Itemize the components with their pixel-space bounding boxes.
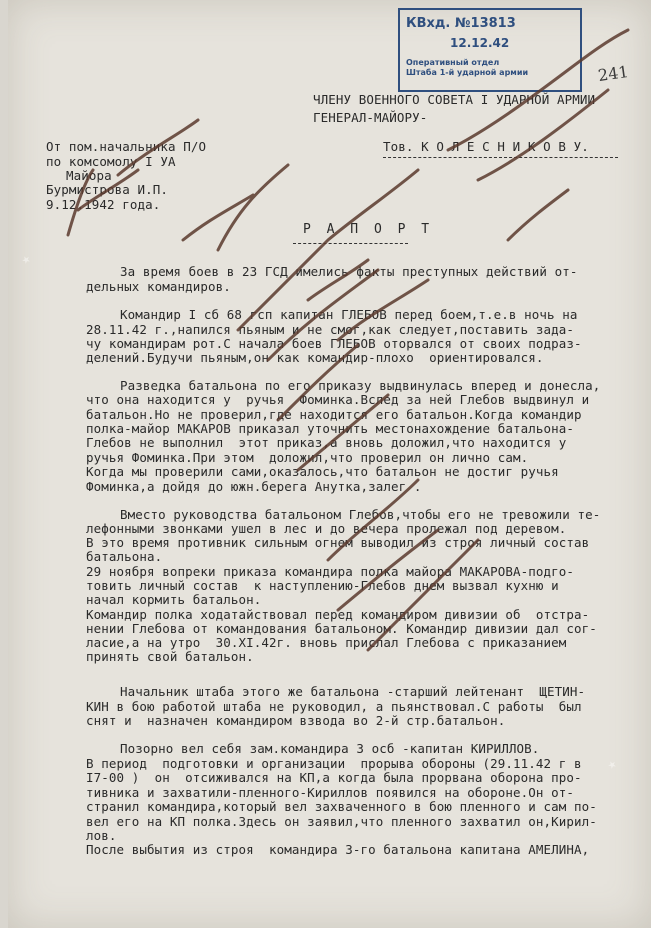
body-line-11: Глебов не выполнил этот приказ,а вновь доложил,что находится у [86,435,567,450]
registration-stamp [398,8,582,92]
body-line-12: ручья Фоминка.При этом доложил,что проверил он лично сам. [86,450,529,465]
body-line-28: снят и назначен командиром взвода во 2-й стр.батальон. [86,713,506,728]
body-line-1: За время боев в 23 ГСД имелись факты преступных действий от- [120,264,578,279]
body-line-35: лов. [86,828,117,843]
body-line-24: ласие,а на утро 30.XI.42г. вновь прислал Глебова с приказанием [86,635,567,650]
addressee-underline [383,157,618,158]
body-line-21: начал кормить батальон. [86,592,262,607]
body-line-10: полка-майор МАКАРОВ приказал уточнить местонахождение батальона- [86,421,575,436]
body-line-30: В период подготовки и организации прорыва обороны (29.11.42 г в [86,756,582,771]
body-line-8: что она находится у ручья Фоминка.Вслед за ней Глебов выдвинул и [86,392,590,407]
archive-watermark-right: ★ [605,758,620,773]
document-sheet [8,0,651,928]
sender-line-4: Бурмистрова И.П. [46,182,169,197]
sender-line-1: От пом.начальника П/О [46,139,207,154]
body-line-22: Командир полка ходатайствовал перед командиром дивизии об отстра- [86,607,590,622]
body-line-33: странил командира,который вел захваченного в бою пленного и сам по- [86,799,597,814]
body-line-4: 28.11.42 г.,напился пьяным и не смог,как следует,поставить зада- [86,322,575,337]
body-line-13: Когда мы проверили сами,оказалось,что батальон не достиг ручья [86,464,559,479]
addressee-line-1: ЧЛЕНУ ВОЕННОГО СОВЕТА I УДАРНОЙ АРМИИ [313,92,596,107]
stamp-incoming-number: КВхд. №13813 [406,16,516,31]
stamp-date: 12.12.42 [450,36,510,50]
body-line-9: батальон.Но не проверил,где находится его батальон.Когда командир [86,407,582,422]
body-line-29: Позорно вел себя зам.командира 3 осб -капитан КИРИЛЛОВ. [120,741,540,756]
page-number: 241 [596,61,630,86]
body-line-14: Фоминка,а дойдя до южн.берега Анутка,залег . [86,479,422,494]
body-line-31: I7-00 ) он отсиживался на КП,а когда была прорвана оборона про- [86,770,582,785]
stamp-department: Оперативный отдел Штаба 1-й ударной армии [406,58,529,77]
body-line-20: товить личный состав к наступлению-Глебов днем вызвал кухню и [86,578,559,593]
body-line-7: Разведка батальона по его приказу выдвинулась вперед и донесла, [120,378,601,393]
body-line-17: В это время противник сильным огнем выводил из строя личный состав [86,535,590,550]
body-line-26: Начальник штаба этого же батальона -старший лейтенант ЩЕТИН- [120,684,586,699]
signature-stroke-2 [183,165,288,250]
addressee-line-2: ГЕНЕРАЛ-МАЙОРУ- [313,110,428,125]
body-line-2: дельных командиров. [86,279,231,294]
body-line-36: После выбытия из строя командира 3-го батальона капитана АМЕЛИНА, [86,842,590,857]
body-line-19: 29 ноября вопреки приказа командира полка майора МАКАРОВА-подго- [86,564,575,579]
archive-watermark-left: ★ [19,253,34,268]
document-title: Р А П О Р Т [303,222,434,237]
sender-line-3: Майора [66,168,112,183]
body-line-27: КИН в бою работой штаба не руководил, а пьянствовал.С работы был [86,699,582,714]
body-line-18: батальона. [86,549,163,564]
signature-stroke-8 [508,190,568,240]
body-line-16: лефонными звонками ушел в лес и до вечера пролежал под деревом. [86,521,567,536]
sender-line-2: по комсомолу I УА [46,154,176,169]
title-underline [293,243,408,244]
body-line-32: тивника и захватили-пленного-Кириллов появился на обороне.Он от- [86,785,575,800]
body-line-34: вел его на КП полка.Здесь он заявил,что пленного захватил он,Кирил- [86,814,597,829]
addressee-line-3: Тов. К О Л Е С Н И К О В У. [383,139,589,154]
body-line-23: нении Глебова от командования батальоном. Командир дивизии дал сог- [86,621,597,636]
body-line-3: Командир I сб 68 гсп капитан ГЛЕБОВ перед боем,т.е.в ночь на [120,307,578,322]
body-line-5: чу командирам рот.С начала боев ГЛЕБОВ оторвался от своих подраз- [86,336,582,351]
sender-date: 9.12.1942 года. [46,197,161,212]
body-line-15: Вместо руководства батальоном Глебов,чтобы его не тревожили те- [120,507,601,522]
body-line-25: принять свой батальон. [86,649,254,664]
body-line-6: делений.Будучи пьяным,он как командир-плохо ориентировался. [86,350,544,365]
